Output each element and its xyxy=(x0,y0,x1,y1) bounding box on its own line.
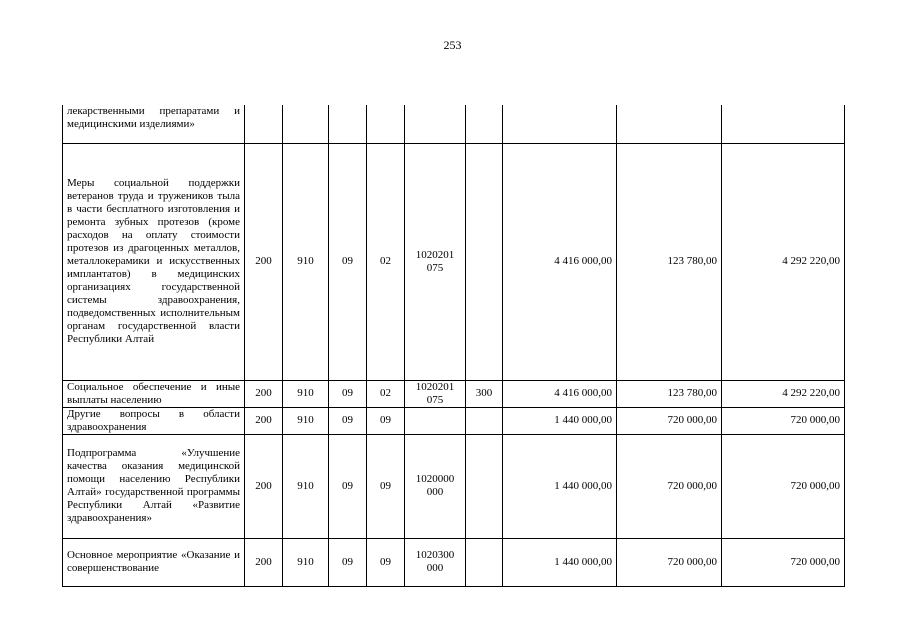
col-3-cell-text: 09 xyxy=(342,387,353,399)
col-4-cell xyxy=(367,105,405,143)
table-row xyxy=(63,105,845,143)
col-6-cell xyxy=(466,380,503,407)
col-2-cell xyxy=(283,380,329,407)
col-2-cell xyxy=(283,538,329,586)
col-1-cell-text: 200 xyxy=(255,555,272,568)
col-3-cell-text: 09 xyxy=(342,255,353,267)
col-2-cell xyxy=(283,105,329,143)
table-row xyxy=(63,538,845,586)
amount-total-cell xyxy=(503,434,617,538)
amount-total-cell-text: 4 416 000,00 xyxy=(554,387,612,399)
table-row xyxy=(63,434,845,538)
amount-2-cell xyxy=(617,143,722,380)
item-name-text: Подпрограмма «Улучшение качества оказания медицинской помощи населению Республики Алтай» государственной программы Республики Алтай «Развитие здравоохранения» xyxy=(67,447,240,524)
amount-3-cell-text: 720 000,00 xyxy=(790,414,840,426)
amount-2-cell-text: 720 000,00 xyxy=(667,555,717,568)
amount-2-cell-text: 720 000,00 xyxy=(667,479,717,492)
table-row xyxy=(63,407,845,434)
col-3-cell xyxy=(329,434,367,538)
col-2-cell-text: 910 xyxy=(297,479,314,492)
col-1-cell-text: 200 xyxy=(255,387,272,399)
amount-2-cell xyxy=(617,538,722,586)
col-2-cell-text: 910 xyxy=(297,555,314,568)
col-1-cell xyxy=(245,143,283,380)
col-5-cell xyxy=(405,143,466,380)
item-name xyxy=(63,105,245,143)
col-5-cell-text: 1020300 000 xyxy=(415,549,455,574)
col-1-cell xyxy=(245,434,283,538)
amount-3-cell-text: 4 292 220,00 xyxy=(782,255,840,267)
amount-3-cell-text: 4 292 220,00 xyxy=(782,387,840,399)
col-5-cell xyxy=(405,538,466,586)
amount-3-cell xyxy=(722,105,845,143)
col-2-cell xyxy=(283,407,329,434)
col-3-cell-text: 09 xyxy=(342,414,353,426)
col-4-cell-text: 02 xyxy=(380,255,391,267)
amount-total-cell-text: 1 440 000,00 xyxy=(554,555,612,568)
col-5-cell xyxy=(405,380,466,407)
col-3-cell xyxy=(329,143,367,380)
item-name-text: Меры социальной поддержки ветеранов труда и тружеников тыла в части бесплатного изготовления и ремонта зубных протезов (кроме расходов на оплату стоимости протезов из драгоценных металлов, металлокерамики и искусственных имплантатов) в медицинских организациях государственной системы здравоохранения, подведомственных исполнительным органам государственной власти Республики Алтай xyxy=(67,177,240,345)
amount-2-cell xyxy=(617,380,722,407)
item-name xyxy=(63,434,245,538)
col-4-cell xyxy=(367,538,405,586)
col-5-cell-text: 1020000 000 xyxy=(415,473,455,498)
col-6-cell xyxy=(466,105,503,143)
amount-2-cell xyxy=(617,105,722,143)
col-3-cell xyxy=(329,380,367,407)
col-6-cell xyxy=(466,407,503,434)
amount-total-cell-text: 1 440 000,00 xyxy=(554,414,612,426)
col-2-cell-text: 910 xyxy=(297,414,314,426)
amount-3-cell-text: 720 000,00 xyxy=(790,479,840,492)
item-name xyxy=(63,143,245,380)
item-name-text: Основное мероприятие «Оказание и совершенствование xyxy=(67,549,240,574)
amount-2-cell-text: 123 780,00 xyxy=(667,387,717,399)
amount-total-cell xyxy=(503,407,617,434)
amount-total-cell xyxy=(503,538,617,586)
col-2-cell-text: 910 xyxy=(297,255,314,267)
col-5-cell-text: 1020201 075 xyxy=(415,380,455,406)
col-3-cell xyxy=(329,538,367,586)
col-5-cell-text: 1020201 075 xyxy=(415,248,455,274)
item-name xyxy=(63,538,245,586)
amount-total-cell-text: 1 440 000,00 xyxy=(554,479,612,492)
amount-3-cell xyxy=(722,380,845,407)
amount-3-cell xyxy=(722,434,845,538)
item-name xyxy=(63,407,245,434)
amount-3-cell xyxy=(722,538,845,586)
col-3-cell xyxy=(329,105,367,143)
amount-3-cell xyxy=(722,143,845,380)
col-1-cell xyxy=(245,105,283,143)
col-5-cell xyxy=(405,407,466,434)
col-4-cell-text: 09 xyxy=(380,555,391,568)
col-2-cell-text: 910 xyxy=(297,387,314,399)
col-1-cell-text: 200 xyxy=(255,414,272,426)
col-4-cell-text: 09 xyxy=(380,414,391,426)
col-3-cell xyxy=(329,407,367,434)
item-name xyxy=(63,380,245,407)
col-1-cell xyxy=(245,407,283,434)
budget-table xyxy=(62,105,845,587)
col-4-cell xyxy=(367,434,405,538)
col-5-cell xyxy=(405,105,466,143)
item-name-text: Другие вопросы в области здравоохранения xyxy=(67,407,240,433)
amount-total-cell xyxy=(503,380,617,407)
col-1-cell-text: 200 xyxy=(255,255,272,267)
amount-3-cell xyxy=(722,407,845,434)
amount-total-cell-text: 4 416 000,00 xyxy=(554,255,612,267)
col-1-cell xyxy=(245,380,283,407)
col-4-cell-text: 09 xyxy=(380,479,391,492)
col-5-cell xyxy=(405,434,466,538)
col-6-cell xyxy=(466,143,503,380)
col-3-cell-text: 09 xyxy=(342,555,353,568)
item-name-text: лекарственными препаратами и медицинскими изделиями» xyxy=(67,105,240,130)
col-4-cell xyxy=(367,143,405,380)
amount-2-cell-text: 123 780,00 xyxy=(667,255,717,267)
item-name-text: Социальное обеспечение и иные выплаты населению xyxy=(67,380,240,406)
col-4-cell xyxy=(367,407,405,434)
col-6-cell xyxy=(466,434,503,538)
col-6-cell xyxy=(466,538,503,586)
col-1-cell-text: 200 xyxy=(255,479,272,492)
amount-3-cell-text: 720 000,00 xyxy=(790,555,840,568)
col-4-cell xyxy=(367,380,405,407)
col-2-cell xyxy=(283,143,329,380)
amount-total-cell xyxy=(503,105,617,143)
amount-2-cell xyxy=(617,434,722,538)
amount-2-cell-text: 720 000,00 xyxy=(667,414,717,426)
col-1-cell xyxy=(245,538,283,586)
col-3-cell-text: 09 xyxy=(342,479,353,492)
table-row xyxy=(63,143,845,380)
col-4-cell-text: 02 xyxy=(380,387,391,399)
page-number: 253 xyxy=(443,38,462,52)
col-6-cell-text: 300 xyxy=(475,387,493,399)
table-row xyxy=(63,380,845,407)
col-2-cell xyxy=(283,434,329,538)
amount-2-cell xyxy=(617,407,722,434)
amount-total-cell xyxy=(503,143,617,380)
